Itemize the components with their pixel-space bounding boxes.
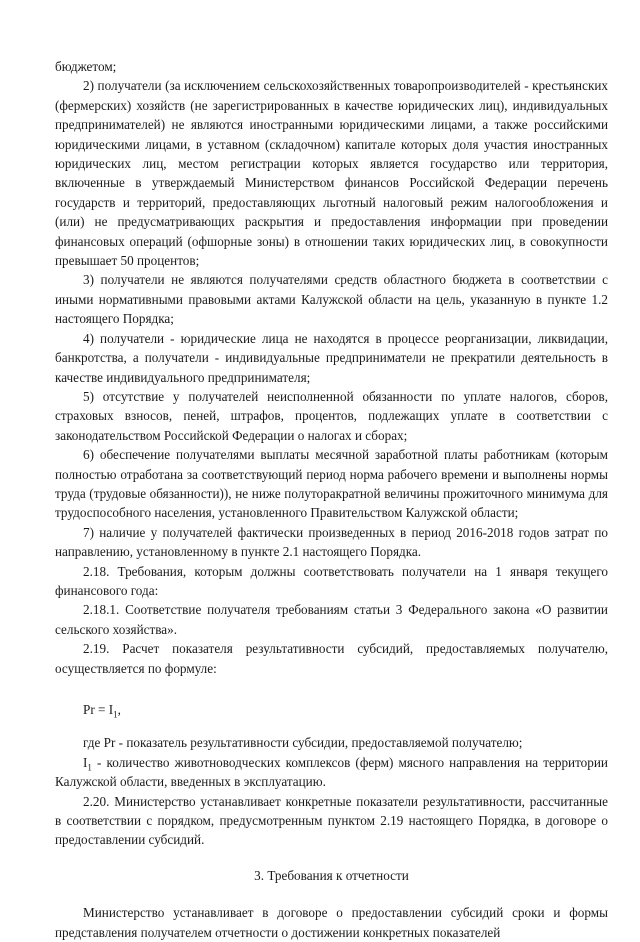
paragraph-2-20: 2.20. Министерство устанавливает конкретные показатели результативности, рассчитанные в соответствии с порядком, предусмотренным пунктом 2.19 настоящего Порядка, в договоре о предоставлении субсидий. xyxy=(55,793,608,848)
formula xyxy=(83,700,608,719)
paragraph-2-18: 2.18. Требования, которым должны соответствовать получатели на 1 января текущего финансового года: xyxy=(55,563,608,598)
paragraph-2-18-1: 2.18.1. Соответствие получателя требованиям статьи 3 Федерального закона «О развитии сельского хозяйства». xyxy=(55,602,608,637)
formula-subscript: 1 xyxy=(113,709,118,720)
paragraph-item-6: 6) обеспечение получателями выплаты месячной заработной платы работникам (которым полностью отработана за соответствующий период норма рабочего времени и выполнены нормы труда (трудовые обязанности)), не ниже полуторакратной величины прожиточного минимума для трудоспособного населения, установленного Правительством Калужской области; xyxy=(55,447,608,521)
paragraph-2-19: 2.19. Расчет показателя результативности субсидий, предоставляемых получателю, осуществляется по формуле: xyxy=(55,641,608,676)
paragraph-where-i1 xyxy=(55,753,608,792)
paragraph-section-3: Министерство устанавливает в договоре о предоставлении субсидий сроки и формы представления получателем отчетности о достижении конкретных показателей xyxy=(55,905,608,940)
where-i1-text: - количество животноводческих комплексов (ферм) мясного направления на территории Калужской области, введенных в эксплуатацию. xyxy=(55,754,608,790)
section-3-heading: 3. Требования к отчетности xyxy=(254,867,409,883)
paragraph-item-7: 7) наличие у получателей фактически произведенных в период 2016-2018 годов затрат по направлению, установленному в пункте 2.1 настоящего Порядка. xyxy=(55,524,608,560)
paragraph-item-5: 5) отсутствие у получателей неисполненной обязанности по уплате налогов, сборов, страховых взносов, пеней, штрафов, процентов, подлежащих уплате в соответствии с законодательством Российской Федерации о налогах и сборах; xyxy=(55,388,608,443)
paragraph-item-4: 4) получатели - юридические лица не находятся в процессе реорганизации, ликвидации, банкротства, а получатели - индивидуальные предприниматели не прекратили деятельность в качестве индивидуального предпринимателя; xyxy=(55,330,608,385)
symbol-i-subscript: 1 xyxy=(87,762,92,773)
formula-tail: , xyxy=(117,702,121,717)
paragraph-item-3: 3) получатели не являются получателями средств областного бюджета в соответствии с иными нормативными правовыми актами Калужской области на цель, указанную в пункте 1.2 настоящего Порядка; xyxy=(55,272,608,327)
paragraph-item-2: 2) получатели (за исключением сельскохозяйственных товаропроизводителей - крестьянских (фермерских) хозяйств (не зарегистрированных в качестве юридических лиц), индивидуальных предпринимателей) не являются иностранными юридическими лицами, а также российскими юридическими лицами, в уставном (складочном) капитале которых доля участия иностранных юридических лиц, местом регистрации которых является государство или территория, включенные в утверждаемый Министерством финансов Российской Федерации перечень государств и территорий, предоставляющих льготный налоговый режим налогообложения и (или) не предусматривающих раскрытия и предоставления информации при проведении финансовых операций (офшорные зоны) в отношении таких юридических лиц, в совокупности превышает 50 процентов; xyxy=(55,78,608,269)
symbol-i: I xyxy=(83,754,88,770)
paragraph-where-pr: где Pr - показатель результативности субсидии, предоставляемой получателю; xyxy=(83,735,523,751)
paragraph-budget-end: бюджетом; xyxy=(55,59,117,74)
formula-main: Pr = I xyxy=(83,702,114,717)
